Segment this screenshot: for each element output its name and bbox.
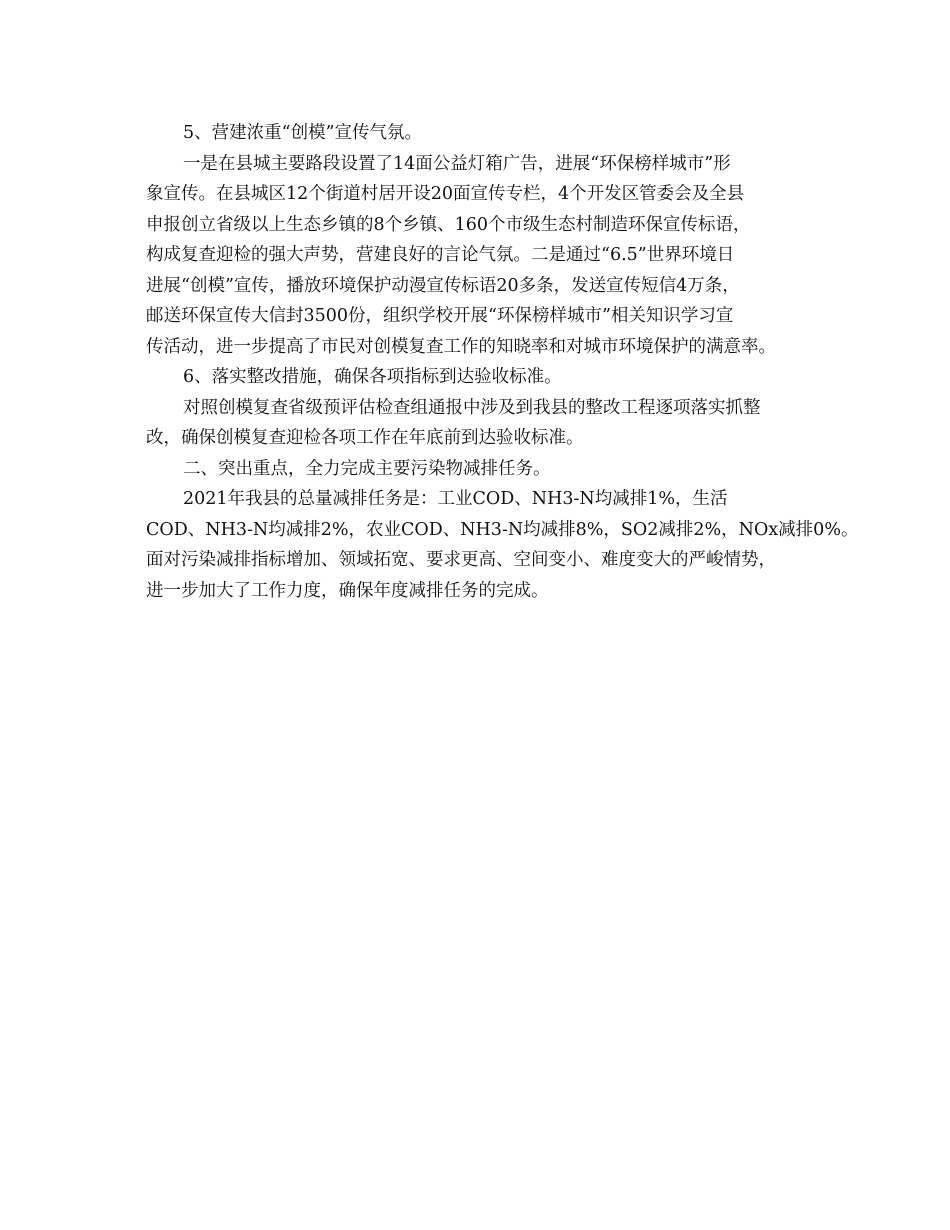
- paragraph-line: 进展“创模”宣传，播放环境保护动漫宣传标语20多条，发送宣传短信4万条，: [146, 275, 740, 296]
- paragraph-line: COD、NH3-N均减排2%，农业COD、NH3-N均减排8%，SO2减排2%，NOx减排0%。: [146, 519, 859, 540]
- paragraph-line: 改，确保创模复查迎检各项工作在年底前到达验收标准。: [146, 428, 584, 448]
- paragraph-line: 面对污染减排指标增加、领域拓宽、要求更高、空间变小、难度变大的严峻情势，: [146, 550, 776, 570]
- paragraph-line: 进一步加大了工作力度，确保年度减排任务的完成。: [146, 580, 549, 601]
- section-heading-2: 二、突出重点，全力完成主要污染物减排任务。: [183, 458, 551, 479]
- paragraph-line: 传活动，进一步提高了市民对创模复查工作的知晓率和对城市环境保护的满意率。: [146, 336, 776, 357]
- paragraph-line: 邮送环保宣传大信封3500份，组织学校开展“环保榜样城市”相关知识学习宣: [146, 306, 734, 326]
- section-heading-5: 5、营建浓重“创模”宣传气氛。: [183, 123, 423, 143]
- paragraph-line: 2021年我县的总量减排任务是：工业COD、NH3-N均减排1%，生活: [183, 489, 728, 509]
- paragraph-line: 对照创模复查省级预评估检查组通报中涉及到我县的整改工程逐项落实抓整: [183, 397, 761, 418]
- paragraph-line: 一是在县城主要路段设置了14面公益灯箱广告，进展“环保榜样城市”形: [183, 153, 731, 174]
- paragraph-line: 象宣传。在县城区12个街道村居开设20面宣传专栏，4个开发区管委会及全县: [146, 184, 745, 204]
- section-heading-6: 6、落实整改措施，确保各项指标到达验收标准。: [183, 367, 562, 387]
- paragraph-line: 申报创立省级以上生态乡镇的8个乡镇、160个市级生态村制造环保宣传标语，: [146, 214, 751, 235]
- paragraph-line: 构成复查迎检的强大声势，营建良好的言论气氛。二是通过“6.5”世界环境日: [146, 245, 735, 265]
- document-body: [146, 118, 859, 606]
